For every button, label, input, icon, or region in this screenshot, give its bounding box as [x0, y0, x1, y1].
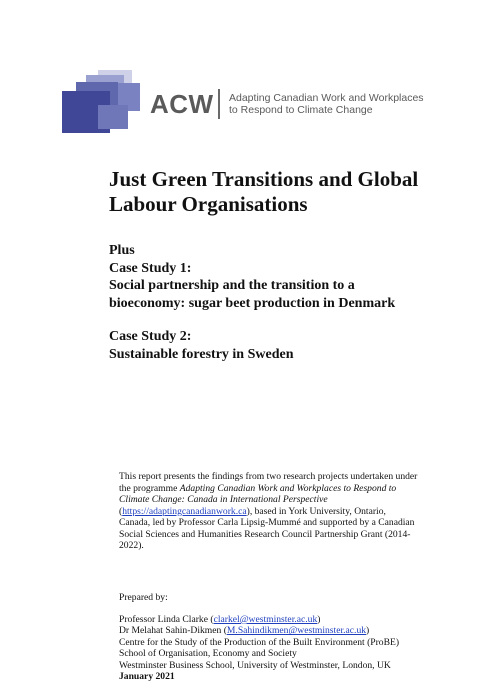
case1-title-line1: Social partnership and the transition to a: [109, 278, 355, 293]
description-part3: ), based in York University, Ontario, Canada, led by Professor Carla Lipsig-Mummé and supported by a Canadian Social Sciences and Humanities Research Council Partnership Grant (2014-2022).: [119, 505, 415, 551]
case2-title: Sustainable forestry in Sweden: [109, 346, 294, 362]
logo-acronym: ACW: [150, 89, 214, 119]
affiliation-university: Westminster Business School, University of Westminster, London, UK: [119, 659, 391, 671]
author-block: [119, 614, 439, 682]
author2-name: Dr Melahat Sahin-Dikmen (: [119, 625, 227, 637]
author2-close: ): [366, 625, 370, 637]
case2-heading: Case Study 2:: [109, 329, 192, 344]
affiliation-school: School of Organisation, Economy and Society: [119, 648, 297, 660]
programme-name: Adapting Canadian Work and Workplaces to Respond to Climate Change: Canada in International Perspective: [119, 482, 397, 505]
plus-label: Plus: [109, 243, 135, 258]
case1-title-line2: bioeconomy: sugar beet production in Denmark: [109, 295, 396, 311]
logo-divider: [218, 89, 220, 119]
acw-logo: [58, 65, 438, 135]
logo-square-low: [98, 105, 128, 129]
subtitle-block: [109, 242, 469, 363]
logo-tagline-line1: Adapting Canadian Work and Workplaces: [229, 92, 424, 104]
description-part2: (: [119, 505, 123, 517]
affiliation-centre: Centre for the Study of the Production of the Built Environment (ProBE): [119, 636, 400, 648]
author1-email-link[interactable]: clarkel@westminster.ac.uk: [213, 614, 318, 625]
case1-heading: Case Study 1:: [109, 260, 192, 276]
prepared-by-label: Prepared by:: [119, 592, 168, 603]
logo-tagline: [229, 92, 424, 116]
author1-line: [119, 614, 439, 625]
title-line2: Labour Organisations: [109, 192, 308, 216]
report-date: January 2021: [119, 671, 175, 683]
author2-line: [119, 625, 439, 636]
report-title: [109, 167, 449, 217]
logo-tagline-line2: to Respond to Climate Change: [229, 104, 373, 116]
author1-name: Professor Linda Clarke (: [119, 614, 214, 625]
author2-email-link[interactable]: M.Sahindikmen@westminster.ac.uk: [226, 625, 367, 637]
description-part1: This report presents the findings from two research projects undertaken under the programme: [119, 471, 418, 494]
author1-close: ): [317, 614, 321, 625]
programme-link[interactable]: https://adaptingcanadianwork.ca: [122, 505, 247, 517]
title-line1: Just Green Transitions and Global: [109, 167, 419, 191]
report-description: [119, 471, 419, 552]
